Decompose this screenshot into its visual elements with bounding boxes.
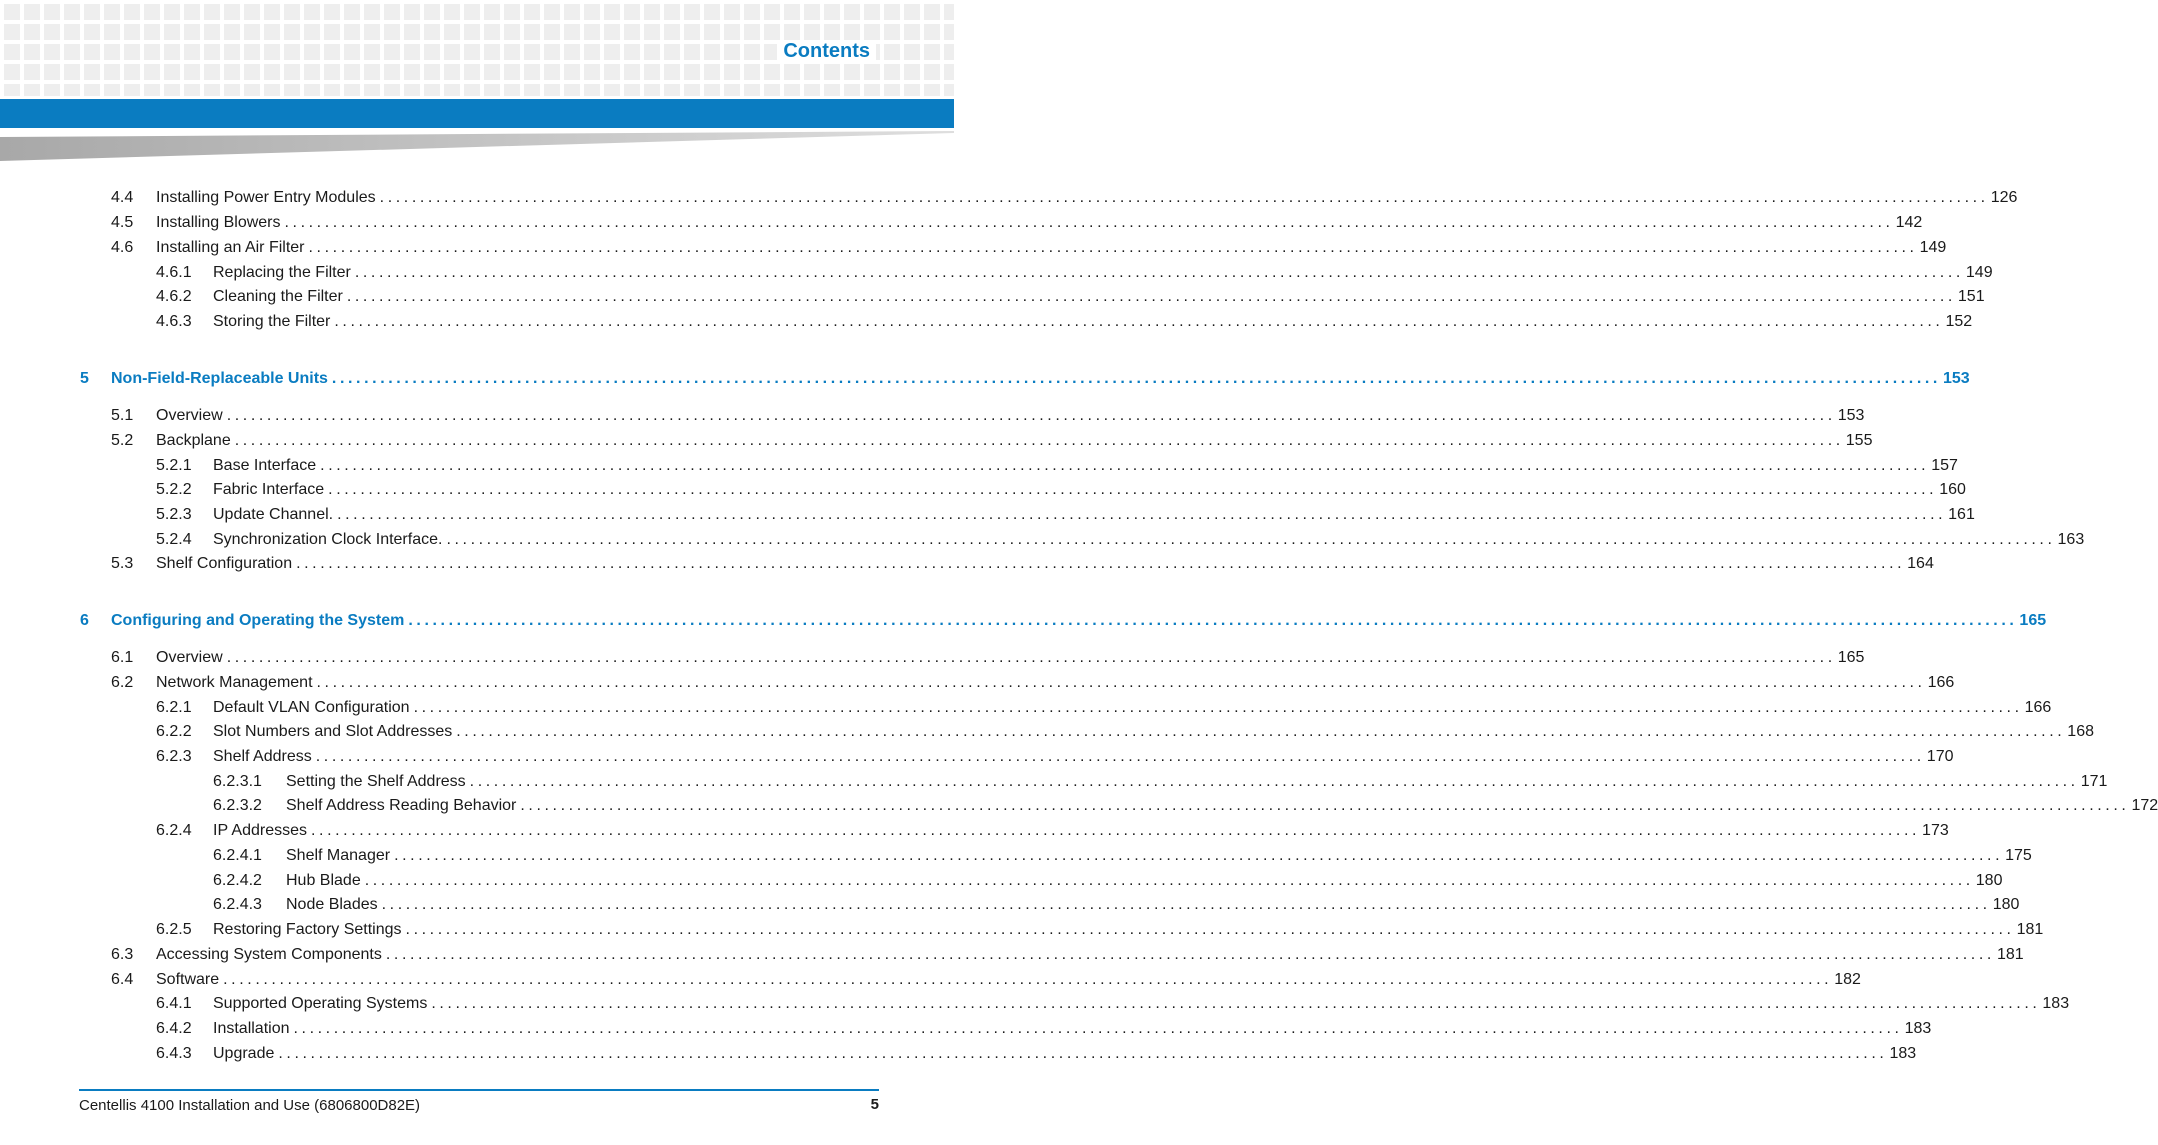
toc-entry-title: Update Channel. [213,506,334,523]
toc-entry-number: 6 [80,612,89,629]
toc-entry[interactable] [156,262,1993,284]
toc-entry-title: Fabric Interface [213,481,325,498]
toc-leader-dots: ........................................................................................................................................................................................................ [520,797,2130,814]
toc-entry-number: 6.1 [111,649,134,666]
toc-entry-page: 182 [1834,971,1861,988]
toc-entry-number: 6.2.1 [156,699,192,716]
footer-page-number: 5 [870,1096,879,1113]
toc-entry-number: 6.2.2 [156,723,192,740]
toc-entry-number: 4.6.3 [156,313,192,330]
toc-leader-dots: ........................................................................................................................................................................................................ [234,432,1844,449]
toc-entry-page: 160 [1939,481,1966,498]
toc-entry-page: 166 [2024,699,2052,716]
toc-leader-dots: ........................................................................................................................................................................................................ [278,1045,1888,1062]
toc-entry-number: 4.5 [111,214,134,231]
toc-leader-dots: ........................................................................................................................................................................................................ [381,896,1991,913]
toc-entry[interactable] [156,311,1973,333]
toc-entry-page: 155 [1845,432,1873,449]
toc-entry-number: 6.2.3.1 [213,773,262,790]
toc-entry-title: Configuring and Operating the System [111,612,405,629]
toc-entry-page: 153 [1837,407,1865,424]
toc-entry-page: 164 [1907,555,1934,572]
toc-leader-dots: ........................................................................................................................................................................................................ [223,971,1833,988]
toc-entry-page: 171 [2080,773,2108,790]
toc-entry[interactable] [111,212,1923,234]
toc-entry[interactable] [156,1043,1917,1065]
toc-entry-page: 173 [1922,822,1949,839]
toc-entry[interactable] [156,529,2085,551]
toc-entry-title: Synchronization Clock Interface. [213,531,443,548]
toc-leader-dots: ........................................................................................................................................................................................................ [385,946,1995,963]
toc-chapter-entry[interactable] [80,610,2047,632]
toc-entry[interactable] [213,845,2032,867]
toc-entry-title: Default VLAN Configuration [213,699,410,716]
toc-leader-dots: ........................................................................................................................................................................................................ [413,699,2023,716]
toc-entry-number: 6.2 [111,674,134,691]
toc-entry-title: Shelf Address Reading Behavior [286,797,517,814]
toc-entry-page: 152 [1945,313,1973,330]
toc-entry[interactable] [156,286,1985,308]
toc-leader-dots: ........................................................................................................................................................................................................ [296,555,1906,572]
toc-entry-title: Network Management [156,674,313,691]
toc-entry-number: 6.4.3 [156,1045,192,1062]
toc-entry[interactable] [213,771,2108,793]
toc-entry-title: Installing Blowers [156,214,281,231]
toc-leader-dots: ........................................................................................................................................................................................................ [431,995,2041,1012]
toc-chapter-entry[interactable] [80,368,1970,390]
toc-entry[interactable] [111,553,1934,575]
toc-leader-dots: ........................................................................................................................................................................................................ [226,407,1836,424]
toc-entry[interactable] [213,894,2020,916]
toc-entry-number: 5.3 [111,555,134,572]
toc-entry[interactable] [156,504,1975,526]
toc-leader-dots: ........................................................................................................................................................................................................ [320,457,1930,474]
toc-entry-number: 4.4 [111,189,134,206]
toc-leader-dots: ........................................................................................................................................................................................................ [284,214,1894,231]
toc-entry-page: 142 [1895,214,1923,231]
toc-entry-title: Cleaning the Filter [213,288,343,305]
toc-entry[interactable] [111,944,2024,966]
toc-entry[interactable] [156,721,2094,743]
toc-leader-dots: ........................................................................................................................................................................................................ [331,370,1941,387]
toc-entry[interactable] [156,479,1966,501]
toc-entry-page: 163 [2057,531,2085,548]
toc-entry-number: 6.2.3 [156,748,192,765]
toc-entry[interactable] [156,1018,1932,1040]
toc-leader-dots: ........................................................................................................................................................................................................ [346,288,1956,305]
toc-entry[interactable] [111,672,1955,694]
toc-entry-number: 6.4.1 [156,995,192,1012]
toc-entry-page: 161 [1948,506,1975,523]
toc-leader-dots: ........................................................................................................................................................................................................ [456,723,2066,740]
toc-entry-title: Shelf Address [213,748,312,765]
toc-entry-title: Shelf Configuration [156,555,293,572]
toc-entry-number: 5.2.3 [156,506,192,523]
toc-entry[interactable] [111,187,2018,209]
toc-entry-title: Replacing the Filter [213,264,351,281]
toc-entry-page: 170 [1926,748,1954,765]
toc-entry-title: Accessing System Components [156,946,382,963]
toc-entry-number: 5.2.1 [156,457,192,474]
toc-entry[interactable] [156,993,2070,1015]
toc-leader-dots: ........................................................................................................................................................................................................ [405,921,2015,938]
footer-rule [79,1089,879,1091]
toc-leader-dots: ........................................................................................................................................................................................................ [293,1020,1903,1037]
toc-entry-number: 6.4 [111,971,134,988]
toc-leader-dots: ........................................................................................................................................................................................................ [394,847,2004,864]
toc-entry-page: 157 [1931,457,1958,474]
toc-entry-title: Installing Power Entry Modules [156,189,376,206]
toc-entry-page: 183 [1889,1045,1917,1062]
toc-entry-page: 151 [1957,288,1985,305]
toc-entry-number: 5.1 [111,407,134,424]
toc-entry[interactable] [111,969,1861,991]
toc-entry-page: 149 [1919,239,1947,256]
toc-leader-dots: ........................................................................................................................................................................................................ [337,506,1947,523]
toc-entry-page: 181 [2016,921,2044,938]
toc-entry-title: Restoring Factory Settings [213,921,402,938]
toc-entry-page: 153 [1942,370,1970,387]
toc-entry-title: Shelf Manager [286,847,391,864]
header-wedge [0,131,954,161]
toc-entry[interactable] [156,820,1949,842]
toc-entry-title: Node Blades [286,896,378,913]
toc-entry[interactable] [213,870,2003,892]
toc-entry-number: 6.2.3.2 [213,797,262,814]
toc-leader-dots: ........................................................................................................................................................................................................ [446,531,2056,548]
toc-entry-title: Base Interface [213,457,317,474]
toc-entry-number: 6.2.4.2 [213,872,262,889]
toc-entry[interactable] [111,430,1873,452]
toc-entry[interactable] [111,237,1947,259]
toc-entry-page: 149 [1965,264,1993,281]
toc-entry-title: Storing the Filter [213,313,331,330]
toc-entry-title: Overview [156,649,223,666]
toc-entry-page: 165 [1837,649,1865,666]
toc-entry-number: 5.2 [111,432,134,449]
toc-entry-number: 6.2.5 [156,921,192,938]
toc-entry[interactable] [156,697,2052,719]
toc-entry-number: 5.2.4 [156,531,192,548]
toc-entry[interactable] [111,405,1865,427]
toc-entry-title: Overview [156,407,223,424]
toc-entry-number: 4.6.2 [156,288,192,305]
page-title: Contents [777,40,876,63]
toc-leader-dots: ........................................................................................................................................................................................................ [308,239,1918,256]
toc-entry-title: Hub Blade [286,872,361,889]
toc-entry-title: IP Addresses [213,822,307,839]
toc-entry[interactable] [213,795,2158,817]
toc-leader-dots: ........................................................................................................................................................................................................ [334,313,1944,330]
toc-entry-title: Upgrade [213,1045,275,1062]
toc-leader-dots: ........................................................................................................................................................................................................ [328,481,1938,498]
toc-entry-page: 168 [2067,723,2094,740]
toc-entry-page: 172 [2131,797,2158,814]
footer-document-title: Centellis 4100 Installation and Use (6806800D82E) [79,1097,421,1114]
toc-leader-dots: ........................................................................................................................................................................................................ [364,872,1974,889]
toc-entry-page: 180 [1975,872,2003,889]
toc-entry-title: Slot Numbers and Slot Addresses [213,723,453,740]
toc-entry-number: 6.2.4.1 [213,847,262,864]
toc-leader-dots: ........................................................................................................................................................................................................ [315,748,1925,765]
toc-entry-number: 6.2.4 [156,822,192,839]
toc-entry-number: 4.6.1 [156,264,192,281]
toc-leader-dots: ........................................................................................................................................................................................................ [316,674,1926,691]
toc-entry-page: 126 [1990,189,2018,206]
toc-entry-page: 183 [1904,1020,1932,1037]
toc-entry-number: 6.4.2 [156,1020,192,1037]
toc-entry-title: Software [156,971,220,988]
toc-entry-page: 166 [1927,674,1955,691]
toc-entry-title: Installing an Air Filter [156,239,305,256]
toc-leader-dots: ........................................................................................................................................................................................................ [354,264,1964,281]
toc-entry-title: Supported Operating Systems [213,995,428,1012]
toc-entry[interactable] [111,647,1865,669]
toc-leader-dots: ........................................................................................................................................................................................................ [408,612,2018,629]
toc-entry-page: 175 [2005,847,2032,864]
toc-entry-page: 165 [2019,612,2047,629]
toc-entry-number: 4.6 [111,239,134,256]
toc-entry-page: 180 [1992,896,2020,913]
toc-entry-number: 5.2.2 [156,481,192,498]
toc-entry[interactable] [156,746,1954,768]
toc-leader-dots: ........................................................................................................................................................................................................ [469,773,2079,790]
toc-entry[interactable] [156,455,1958,477]
toc-entry[interactable] [156,919,2044,941]
toc-leader-dots: ........................................................................................................................................................................................................ [310,822,1921,839]
toc-leader-dots: ........................................................................................................................................................................................................ [226,649,1836,666]
toc-entry-number: 6.2.4.3 [213,896,262,913]
toc-leader-dots: ........................................................................................................................................................................................................ [379,189,1989,206]
toc-entry-title: Non-Field-Replaceable Units [111,370,328,387]
toc-entry-title: Installation [213,1020,290,1037]
toc-entry-number: 6.3 [111,946,134,963]
toc-entry-title: Backplane [156,432,231,449]
toc-entry-page: 183 [2042,995,2070,1012]
toc-entry-title: Setting the Shelf Address [286,773,466,790]
toc-entry-page: 181 [1996,946,2024,963]
toc-entry-number: 5 [80,370,89,387]
header-band [0,99,954,128]
